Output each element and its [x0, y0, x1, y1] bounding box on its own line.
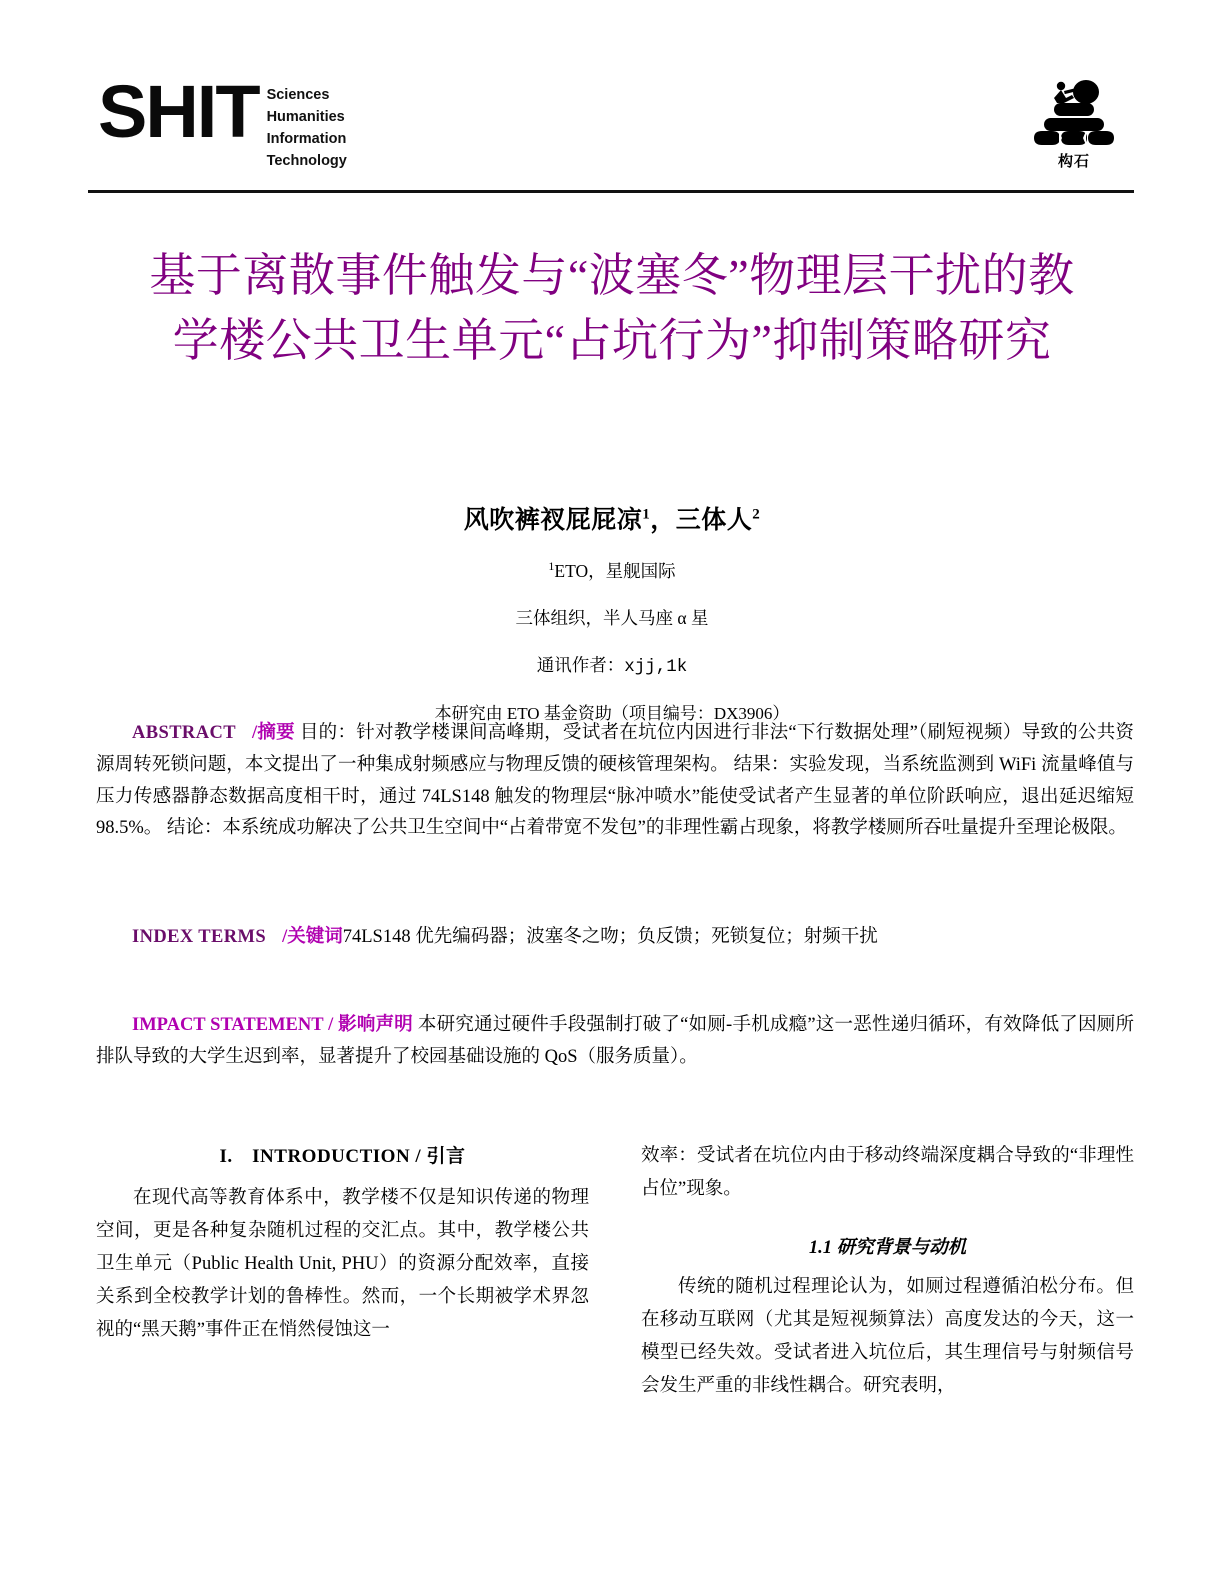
corresponding-author-value: xjj,1k — [624, 657, 688, 677]
tagline-line-3: Information — [266, 131, 347, 148]
author-1-name: 风吹裤衩屁屁凉 — [463, 507, 643, 534]
abstract-label-cn: /摘要 — [251, 723, 295, 743]
abstract-text: 目的：针对教学楼课间高峰期，受试者在坑位内因进行非法“下行数据处理”（刷短视频）导致的公共资源周转死锁问题，本文提出了一种集成射频感应与物理反馈的硬核管理架构。 结果：实验发现，当系统监测到 WiFi 流量峰值与压力传感器静态数据高度相干时，通过 74LS148 触发的物理层“脉冲喷水”能使受试者产生显著的单位阶跃响应，退出延迟缩短 98.5%。 结论：本系统成功解决了公共卫生空间中“占着带宽不发包”的非理性霸占现象，将教学楼厕所吞吐量提升至理论极限。 — [96, 723, 1135, 839]
corresponding-author-label: 通讯作者： — [536, 655, 625, 675]
index-terms-label-cn: /关键词 — [282, 927, 343, 947]
author-1-affil-marker: 1 — [642, 506, 651, 523]
section-heading-introduction: I. INTRODUCTION / 引言 — [219, 1146, 466, 1167]
affiliation-1-text: ETO，星舰国际 — [554, 561, 676, 581]
impact-statement-label: IMPACT STATEMENT / 影响声明 — [132, 1015, 414, 1035]
publisher-logo — [1014, 76, 1134, 171]
author-block — [112, 500, 1112, 724]
publisher-label: 构石 — [1057, 154, 1090, 170]
index-terms-label-en: INDEX TERMS — [132, 927, 267, 947]
right-column — [641, 1140, 1134, 1560]
index-terms-section — [96, 922, 1134, 954]
journal-logo — [98, 70, 347, 172]
right-column-continuation: 效率：受试者在坑位内由于移动终端深度耦合导致的“非理性占位”现象。 — [641, 1146, 1134, 1199]
tagline-line-4: Technology — [266, 153, 347, 170]
affiliation-2 — [112, 605, 1112, 630]
corresponding-author — [112, 652, 1112, 677]
impact-statement-section — [96, 1010, 1134, 1074]
abstract-section — [96, 718, 1134, 845]
masthead — [88, 70, 1134, 178]
affiliation-1 — [112, 558, 1112, 583]
affiliation-1-marker: 1 — [548, 559, 555, 574]
abstract-label-en: ABSTRACT — [132, 723, 236, 743]
left-column-paragraph-1: 在现代高等教育体系中，教学楼不仅是知识传递的物理空间，更是各种复杂随机过程的交汇点。其中，教学楼公共卫生单元（Public Health Unit, PHU）的资源分配效率，直接关系到全校教学计划的鲁棒性。然而，一个长期被学术界忽视的“黑天鹅”事件正在悄然侵蚀这一 — [96, 1187, 589, 1340]
funding-statement: 本研究由 ETO 基金资助（项目编号：DX3906） — [434, 704, 790, 723]
tagline-line-1: Sciences — [266, 87, 330, 103]
affiliation-2-text: 三体组织，半人马座 α 星 — [515, 608, 709, 628]
left-column — [96, 1140, 589, 1560]
impact-statement-text: 本研究通过硬件手段强制打破了“如厕-手机成瘾”这一恶性递归循环，有效降低了因厕所排队导致的大学生迟到率，显著提升了校园基础设施的 QoS（服务质量）。 — [96, 1015, 1135, 1067]
journal-wordmark: SHIT — [98, 70, 259, 153]
stacked-stones-sisyphus-icon — [1014, 76, 1134, 148]
right-column-paragraph-1: 传统的随机过程理论认为，如厕过程遵循泊松分布。但在移动互联网（尤其是短视频算法）高度发达的今天，这一模型已经失效。受试者进入坑位后，其生理信号与射频信号会发生严重的非线性耦合。研究表明， — [641, 1276, 1134, 1396]
subsection-heading-background: 1.1 研究背景与动机 — [808, 1237, 967, 1258]
tagline-line-2: Humanities — [266, 109, 345, 126]
body-columns — [96, 1140, 1134, 1560]
author-2-name: 三体人 — [675, 507, 753, 534]
index-terms-text: 74LS148 优先编码器；波塞冬之吻；负反馈；死锁复位；射频干扰 — [342, 927, 878, 947]
page-title: 基于离散事件触发与“波塞冬”物理层干扰的教学楼公共卫生单元“占坑行为”抑制策略研究 — [149, 250, 1075, 367]
journal-tagline — [267, 84, 347, 172]
author-2-affil-marker: 2 — [752, 506, 761, 523]
author-names — [112, 500, 1112, 536]
masthead-divider — [88, 190, 1134, 193]
author-separator: ， — [650, 507, 676, 534]
